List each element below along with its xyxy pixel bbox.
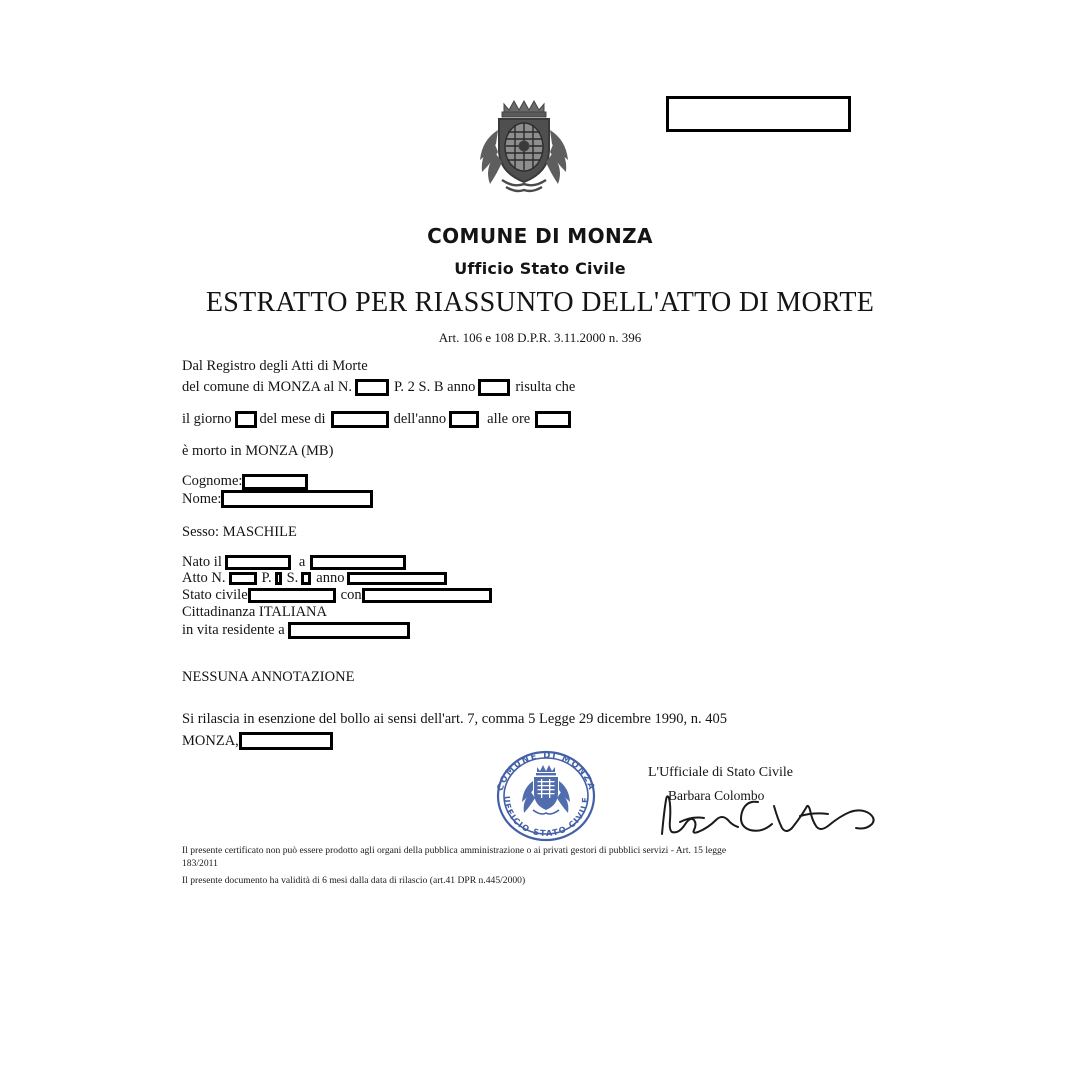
officer-title: L'Ufficiale di Stato Civile [648, 765, 793, 780]
birth-date-redaction-box [225, 555, 291, 570]
atto-number-redaction-box [229, 572, 257, 585]
cognome-label: Cognome: [182, 473, 243, 489]
registry-line-1-text: Dal Registro degli Atti di Morte [182, 358, 368, 374]
stamp-bottom-text: UFFICIO STATO CIVILE [501, 795, 591, 839]
cittadinanza-row [182, 604, 327, 621]
exemption-row [182, 711, 727, 728]
stato-civile-label: Stato civile [182, 587, 248, 603]
death-hour-redaction-box [535, 411, 571, 428]
death-place-text: è morto in MONZA (MB) [182, 443, 334, 459]
atto-row [182, 570, 447, 587]
nome-redaction-box [221, 490, 373, 508]
annotations-text: NESSUNA ANNOTAZIONE [182, 669, 355, 685]
official-stamp [489, 748, 603, 844]
registry-line-4 [182, 443, 333, 460]
registry-risulta-che-text: risulta che [515, 379, 576, 395]
residenza-redaction-box [288, 622, 410, 639]
sesso-row [182, 524, 297, 541]
footer-line-1-text: Il presente certificato non può essere prodotto agli organi della pubblica amministrazione o ai privati gestori di pubblici servizi - Art. 15 legge [182, 845, 727, 856]
registry-line-1 [182, 358, 368, 375]
death-month-label: del mese di [259, 411, 326, 427]
birth-place-redaction-box [310, 555, 406, 570]
nome-label: Nome: [182, 490, 222, 507]
atto-n-label: Atto N. [182, 570, 226, 586]
exemption-text: Si rilascia in esenzione del bollo ai sensi dell'art. 7, comma 5 Legge 29 dicembre 1990, n. 405 [182, 711, 728, 727]
footer-line-1b-text: 183/2011 [182, 857, 218, 869]
registry-year-redaction-box [478, 379, 510, 396]
release-place-row [182, 732, 333, 750]
stato-civile-row [182, 587, 492, 604]
article-reference: Art. 106 e 108 D.P.R. 3.11.2000 n. 396 [438, 330, 642, 345]
cognome-redaction-box [242, 474, 308, 490]
atto-year-redaction-box [347, 572, 447, 585]
document-title: ESTRATTO PER RIASSUNTO DELL'ATTO DI MORTE [205, 287, 875, 318]
residenza-row [182, 622, 410, 639]
death-month-redaction-box [331, 411, 389, 428]
spouse-redaction-box [362, 588, 492, 603]
registry-line-2 [182, 379, 575, 396]
nato-row [182, 554, 406, 571]
officer-name: Barbara Colombo [668, 788, 765, 803]
registry-part-series-label: P. 2 S. B anno [393, 379, 476, 395]
sesso-text: Sesso: MASCHILE [182, 524, 297, 540]
registry-number-redaction-box [355, 379, 389, 396]
death-day-redaction-box [235, 411, 257, 428]
stato-civile-con-label: con [340, 587, 362, 603]
footer-line-1b [182, 858, 862, 871]
death-year-redaction-box [449, 411, 479, 428]
release-date-redaction-box [239, 732, 333, 750]
atto-p-redaction-box [275, 572, 282, 585]
footer-line-2 [182, 875, 862, 888]
atto-anno-label: anno [316, 570, 345, 586]
nome-row [182, 490, 373, 508]
death-hour-label: alle ore [487, 411, 531, 427]
death-day-label: il giorno [182, 411, 232, 427]
stato-civile-redaction-box [248, 588, 336, 603]
death-year-label: dell'anno [393, 411, 447, 427]
atto-p-label: P. [261, 570, 272, 586]
cognome-row [182, 473, 308, 490]
atto-s-label: S. [286, 570, 299, 586]
top-right-redaction-box [666, 96, 851, 132]
handwritten-signature [650, 786, 890, 842]
release-place-label: MONZA, [182, 732, 239, 749]
nato-il-label: Nato il [182, 554, 222, 570]
footer-line-1 [182, 845, 862, 858]
coat-of-arms-icon [468, 92, 580, 200]
registry-number-label: del comune di MONZA al N. [182, 379, 352, 395]
nato-a-label: a [298, 554, 306, 570]
stamp-top-text: COMUNE DI MONZA [495, 750, 597, 793]
atto-s-redaction-box [301, 572, 311, 585]
annotations-row [182, 669, 354, 686]
cittadinanza-text: Cittadinanza ITALIANA [182, 604, 327, 620]
residenza-label: in vita residente a [182, 622, 285, 638]
heading-ufficio-stato-civile: Ufficio Stato Civile [454, 259, 626, 278]
heading-comune: COMUNE DI MONZA [427, 224, 653, 248]
registry-line-3 [182, 411, 571, 428]
footer-disclaimer [182, 845, 862, 888]
footer-line-2-text: Il presente documento ha validità di 6 mesi dalla data di rilascio (art.41 DPR n.445/2000) [182, 875, 526, 887]
